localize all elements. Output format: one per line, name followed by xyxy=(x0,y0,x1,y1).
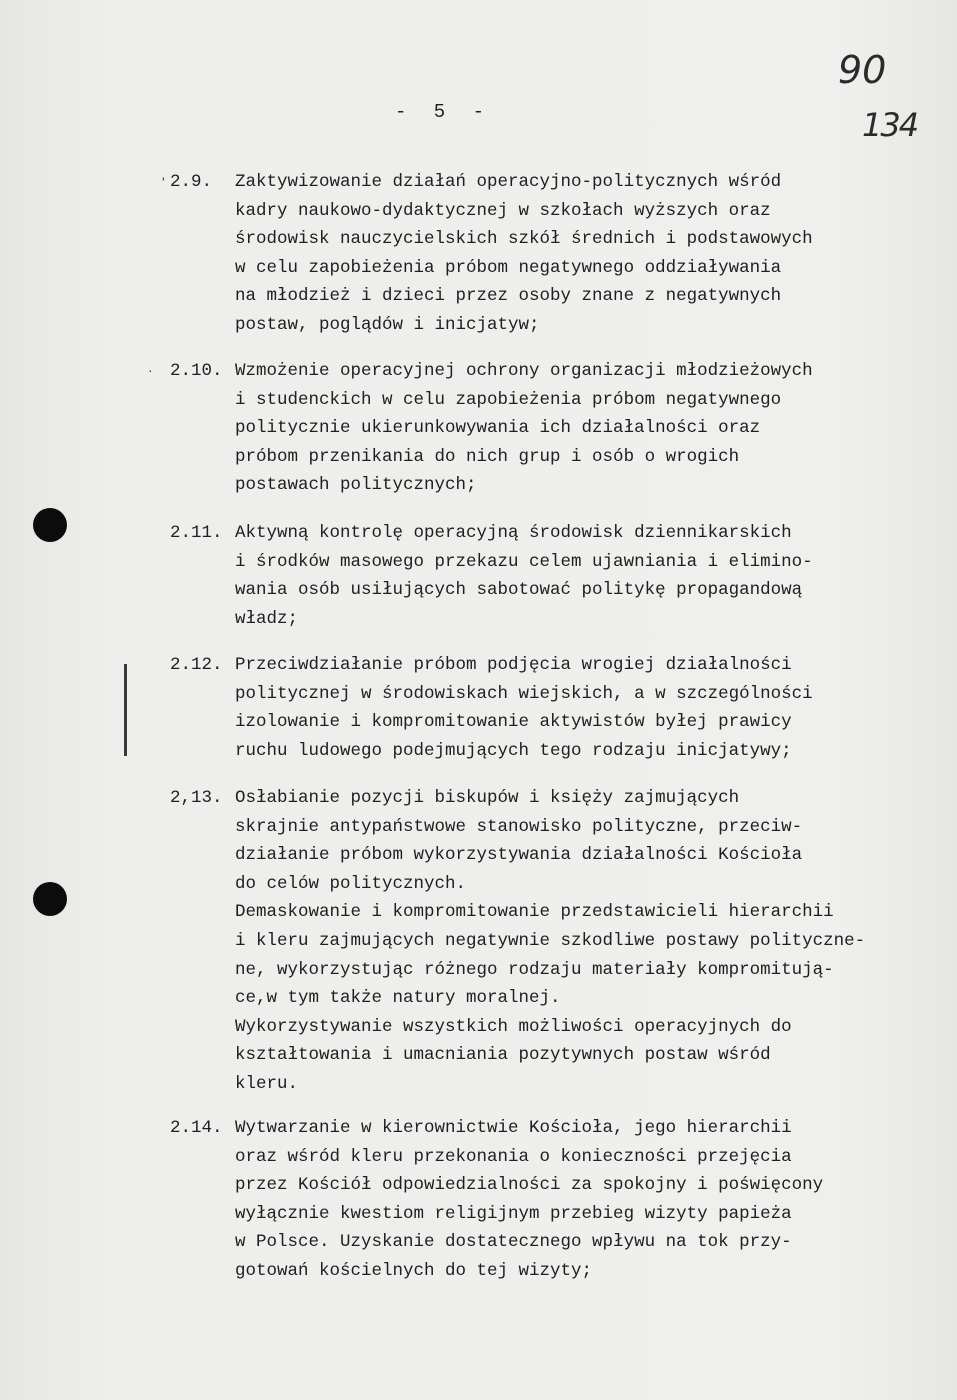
page-number: - 5 - xyxy=(395,101,493,123)
punch-hole-bottom xyxy=(33,882,67,916)
handwritten-archive-number: 134 xyxy=(862,106,918,144)
text-line: postaw, poglądów i inicjatyw; xyxy=(235,314,540,335)
text-line: Aktywną kontrolę operacyjną środowisk dziennikarskich xyxy=(235,523,792,543)
item-number: 2.11. xyxy=(170,523,223,543)
text-line: kształtowania i umacniania pozytywnych postaw wśród xyxy=(235,1045,771,1066)
text-line: w celu zapobieżenia próbom negatywnego oddziaływania xyxy=(235,257,782,278)
text-line: próbom przenikania do nich grup i osób o wrogich xyxy=(235,446,740,467)
text-line: działanie próbom wykorzystywania działalności Kościoła xyxy=(235,845,803,866)
text-line: politycznie ukierunkowywania ich działalności oraz xyxy=(235,418,761,439)
text-line: w Polsce. Uzyskanie dostatecznego wpływu na tok przy- xyxy=(235,1232,792,1253)
text-line: i kleru zajmujących negatywnie szkodliwe postawy polityczne- xyxy=(235,930,866,951)
text-line: izolowanie i kompromitowanie aktywistów byłej prawicy xyxy=(235,712,792,733)
text-line: i środków masowego przekazu celem ujawniania i elimino- xyxy=(235,551,813,572)
handwritten-page-number: 90 xyxy=(838,48,887,92)
item-number: 2.14. xyxy=(170,1118,223,1138)
text-line: wyłącznie kwestiom religijnym przebieg wizyty papieża xyxy=(235,1203,792,1224)
text-line: Przeciwdziałanie próbom podjęcia wrogiej działalności xyxy=(235,655,792,675)
text-line: Wzmożenie operacyjnej ochrony organizacji młodzieżowych xyxy=(235,361,813,381)
text-line: postawach politycznych; xyxy=(235,475,477,496)
item-number: 2.9. xyxy=(170,172,213,192)
text-line: Wykorzystywanie wszystkich możliwości operacyjnych do xyxy=(235,1016,792,1037)
text-line: ne, wykorzystując różnego rodzaju materiały kompromitują- xyxy=(235,959,834,980)
margin-tick: · xyxy=(148,362,153,378)
item-text xyxy=(235,519,885,633)
margin-tick: ' xyxy=(162,174,165,190)
text-line: gotowań kościelnych do tej wizyty; xyxy=(235,1260,593,1281)
text-line: kleru. xyxy=(235,1073,299,1094)
item-text xyxy=(235,168,885,340)
item-number: 2.10. xyxy=(170,361,223,381)
item-text xyxy=(235,784,885,1099)
text-line: Osłabianie pozycji biskupów i księży zajmujących xyxy=(235,788,740,808)
text-line: ce,w tym także natury moralnej. xyxy=(235,988,561,1009)
margin-mark xyxy=(124,664,127,756)
text-line: ruchu ludowego podejmujących tego rodzaju inicjatywy; xyxy=(235,740,792,761)
text-line: Demaskowanie i kompromitowanie przedstawicieli hierarchii xyxy=(235,902,834,923)
item-number: 2.12. xyxy=(170,655,223,675)
text-line: kadry naukowo-dydaktycznej w szkołach wyższych oraz xyxy=(235,200,771,221)
text-line: przez Kościół odpowiedzialności za spokojny i poświęcony xyxy=(235,1175,824,1196)
item-text xyxy=(235,1114,885,1286)
text-line: Zaktywizowanie działań operacyjno-politycznych wśród xyxy=(235,172,782,192)
text-line: skrajnie antypaństwowe stanowisko polityczne, przeciw- xyxy=(235,816,803,837)
item-text xyxy=(235,357,885,500)
text-line: środowisk nauczycielskich szkół średnich i podstawowych xyxy=(235,229,813,250)
text-line: na młodzież i dzieci przez osoby znane z negatywnych xyxy=(235,286,782,307)
text-line: wania osób usiłujących sabotować politykę propagandową xyxy=(235,580,803,601)
item-text xyxy=(235,651,885,765)
item-number: 2,13. xyxy=(170,788,223,808)
text-line: władz; xyxy=(235,608,299,629)
text-line: Wytwarzanie w kierownictwie Kościoła, jego hierarchii xyxy=(235,1118,792,1138)
text-line: i studenckich w celu zapobieżenia próbom negatywnego xyxy=(235,389,782,410)
text-line: oraz wśród kleru przekonania o konieczności przejęcia xyxy=(235,1146,792,1167)
text-line: politycznej w środowiskach wiejskich, a w szczególności xyxy=(235,683,813,704)
punch-hole-top xyxy=(33,508,67,542)
text-line: do celów politycznych. xyxy=(235,873,467,894)
